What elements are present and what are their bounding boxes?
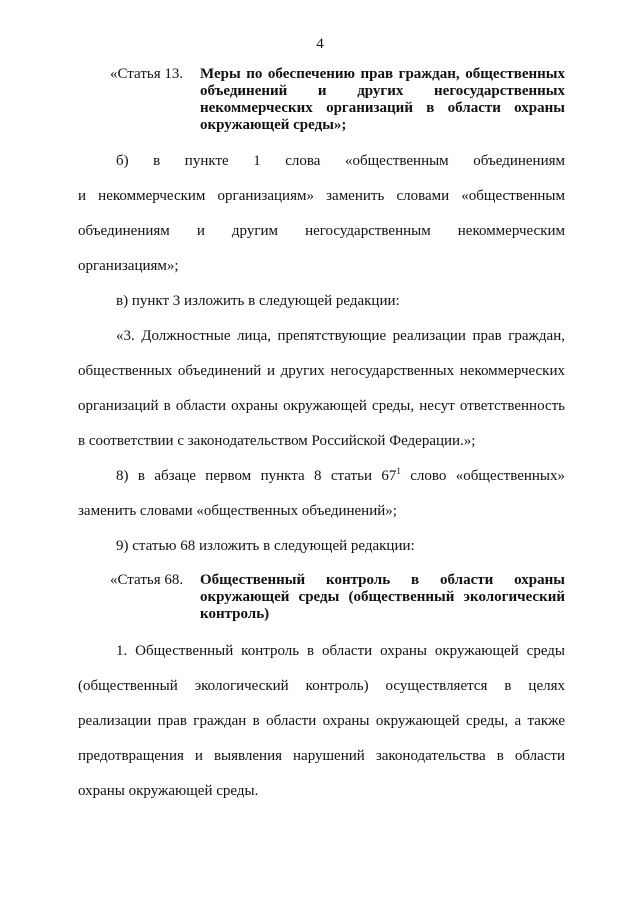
article-68-title-line: окружающей среды (общественный экологический: [200, 589, 565, 605]
paragraph-line: 9) статью 68 изложить в следующей редакции:: [116, 538, 415, 554]
paragraph-8-text-a: 8) в абзаце первом пункта 8 статьи 67: [116, 468, 397, 484]
paragraph-line: в) пункт 3 изложить в следующей редакции:: [116, 293, 400, 309]
paragraph-line: общественных объединений и других негосударственных некоммерческих: [78, 363, 565, 379]
superscript: 1: [396, 466, 401, 476]
paragraph-line: 1. Общественный контроль в области охраны окружающей среды: [116, 643, 565, 659]
paragraph-9: [78, 529, 565, 564]
article-68-title: [200, 572, 565, 623]
article-68-label: «Статья 68.: [110, 572, 184, 588]
point-3: [78, 319, 565, 459]
paragraph-line: в соответствии с законодательством Российской Федерации.»;: [78, 433, 476, 449]
paragraph-line: (общественный экологический контроль) осуществляется в целях: [78, 678, 565, 694]
paragraph-b: [78, 144, 565, 284]
article-68-heading: [110, 572, 565, 628]
paragraph-line: предотвращения и выявления нарушений законодательства в области: [78, 748, 565, 764]
article-13-title: [200, 66, 565, 134]
paragraph-line: б) в пункте 1 слова «общественным объединениям: [116, 153, 565, 169]
paragraph-line: охраны окружающей среды.: [78, 783, 259, 799]
paragraph-line: [78, 459, 565, 494]
article-13-title-line: окружающей среды»;: [200, 117, 347, 133]
article-13-title-line: некоммерческих организаций в области охраны: [200, 100, 565, 116]
article-13-title-line: объединений и других негосударственных: [200, 83, 565, 99]
article-68-title-line: контроль): [200, 606, 270, 622]
article-13-heading: [110, 66, 565, 136]
point-1: [78, 634, 565, 809]
page-number: 4: [316, 36, 324, 52]
paragraph-line: объединениям и другим негосударственным некоммерческим: [78, 223, 565, 239]
paragraph-line: реализации прав граждан в области охраны окружающей среды, а также: [78, 713, 565, 729]
paragraph-8-text-b: слово «общественных»: [400, 468, 565, 484]
paragraph-line: «3. Должностные лица, препятствующие реализации прав граждан,: [116, 328, 565, 344]
paragraph-v: [78, 284, 565, 319]
paragraph-line: заменить словами «общественных объединений»;: [78, 503, 397, 519]
article-68-title-line: Общественный контроль в области охраны: [200, 572, 565, 588]
paragraph-8: [78, 459, 565, 529]
paragraph-line: организаций в области охраны окружающей среды, несут ответственность: [78, 398, 565, 414]
paragraph-line: организациям»;: [78, 258, 179, 274]
article-13-title-line: Меры по обеспечению прав граждан, общественных: [200, 66, 565, 82]
paragraph-line: и некоммерческим организациям» заменить словами «общественным: [78, 188, 565, 204]
article-13-label: «Статья 13.: [110, 66, 184, 82]
